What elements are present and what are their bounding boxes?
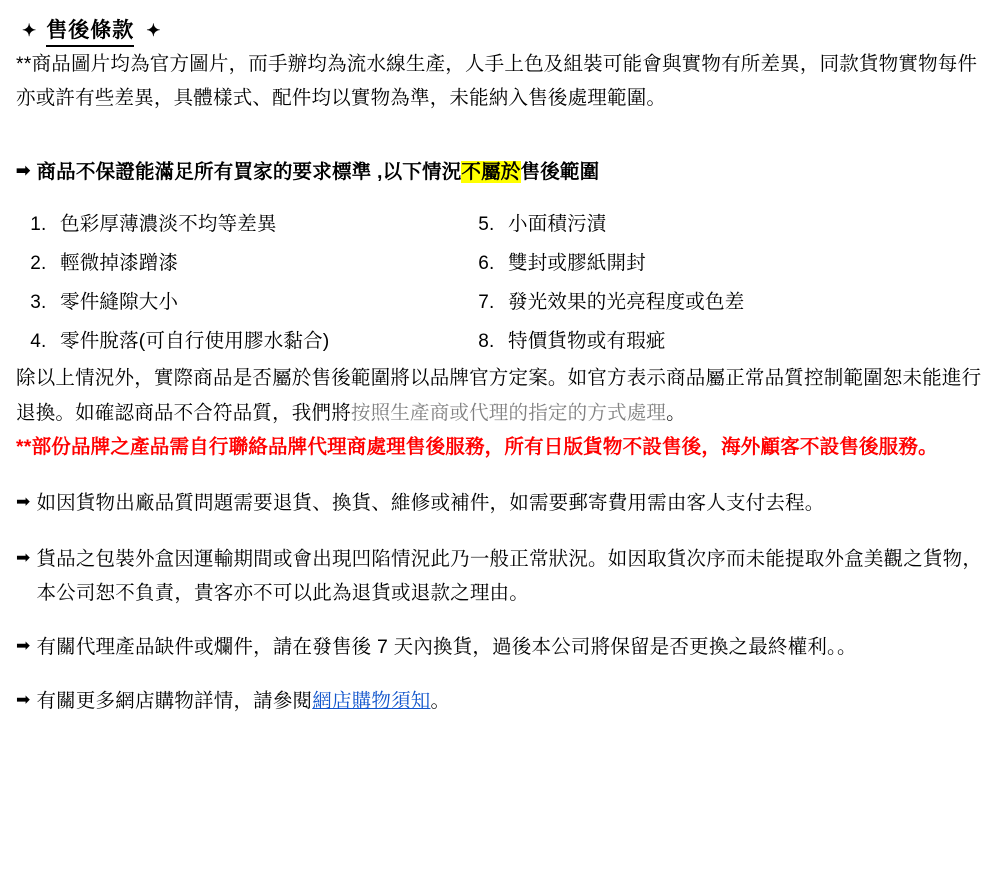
arrow-icon: ➡ bbox=[16, 491, 31, 511]
shopping-guide-link[interactable]: 網店購物須知 bbox=[312, 690, 431, 713]
bullet-text: 有關代理產品缺件或爛件，請在發售後 7 天內換貨，過後本公司將保留是否更換之最終權利。。 bbox=[36, 636, 857, 659]
list-item bbox=[500, 244, 884, 283]
page-title-text: 售後條款 bbox=[46, 14, 134, 47]
list-item-label: 雙封或膠紙開封 bbox=[508, 252, 646, 275]
list-item-label: 特價貨物或有瑕疵 bbox=[508, 330, 666, 353]
bullet-missing-parts bbox=[16, 630, 986, 664]
exclusions-column-right bbox=[464, 205, 884, 361]
page-title bbox=[22, 14, 986, 47]
arrow-icon: ➡ bbox=[16, 636, 31, 656]
bullet-text: 如因貨物出廠品質問題需要退貨、換貨、維修或補件，如需要郵寄費用需由客人支付去程。 bbox=[36, 491, 825, 514]
bullet-shipping-cost bbox=[16, 486, 986, 520]
policy-part3: 。 bbox=[666, 401, 686, 424]
star-left-icon: ✦ bbox=[22, 21, 37, 40]
bullet-text-before: 有關更多網店購物詳情，請參閱 bbox=[36, 690, 313, 713]
list-item bbox=[52, 205, 434, 244]
not-covered-heading bbox=[16, 155, 986, 189]
list-item bbox=[500, 322, 884, 361]
policy-part1: 除以上情況外，實際商品是否屬於售後範圍將以品牌官方定案。如官方表示商品屬正常品質控制範圍恕未能進行退換。如確認商品不合符品質，我們將 bbox=[16, 367, 982, 424]
not-covered-text bbox=[36, 155, 599, 189]
star-right-icon: ✦ bbox=[146, 21, 161, 40]
list-item bbox=[52, 283, 434, 322]
not-covered-highlight: 不屬於 bbox=[461, 161, 521, 184]
list-item-label: 輕微掉漆蹭漆 bbox=[60, 252, 179, 275]
arrow-icon: ➡ bbox=[16, 161, 31, 181]
not-covered-text-after: 售後範圍 bbox=[520, 161, 600, 184]
intro-paragraph: **商品圖片均為官方圖片，而手辦均為流水線生產，人手上色及組裝可能會與實物有所差異，同款貨物實物每件亦或許有些差異，具體樣式、配件均以實物為準，未能納入售後處理範圍。 bbox=[16, 53, 978, 110]
exclusions-column-left bbox=[16, 205, 434, 361]
bullet-text-after: 。 bbox=[430, 690, 451, 713]
exclusions-list-left bbox=[16, 205, 434, 361]
arrow-icon: ➡ bbox=[16, 690, 31, 710]
list-item bbox=[500, 205, 884, 244]
exclusions-list-right bbox=[464, 205, 884, 361]
list-item bbox=[500, 283, 884, 322]
bullet-text bbox=[36, 684, 450, 718]
list-item-label: 色彩厚薄濃淡不均等差異 bbox=[60, 213, 277, 236]
list-item bbox=[52, 322, 434, 361]
red-notice-paragraph: **部份品牌之產品需自行聯絡品牌代理商處理售後服務，所有日版貨物不設售後，海外顧客不設售後服務。 bbox=[16, 435, 938, 458]
bullet-shopping-guide bbox=[16, 684, 986, 718]
policy-part2-grey: 按照生產商或代理的指定的方式處理 bbox=[350, 401, 667, 424]
list-item-label: 零件脫落(可自行使用膠水黏合) bbox=[60, 330, 330, 353]
list-item-label: 發光效果的光亮程度或色差 bbox=[508, 291, 745, 314]
exclusions-lists bbox=[16, 205, 986, 361]
policy-paragraph bbox=[16, 361, 986, 429]
list-item bbox=[52, 244, 434, 283]
bullet-text: 貨品之包裝外盒因運輸期間或會出現凹陷情況此乃一般正常狀況。如因取貨次序而未能提取外盒美觀之貨物，本公司恕不負責，貴客亦不可以此為退貨或退款之理由。 bbox=[36, 547, 983, 604]
bullet-package-condition bbox=[16, 542, 986, 610]
list-item-label: 零件縫隙大小 bbox=[60, 291, 179, 314]
not-covered-text-before: 商品不保證能滿足所有買家的要求標準 ,以下情況 bbox=[36, 161, 462, 184]
arrow-icon: ➡ bbox=[16, 547, 31, 567]
list-item-label: 小面積污漬 bbox=[508, 213, 607, 236]
